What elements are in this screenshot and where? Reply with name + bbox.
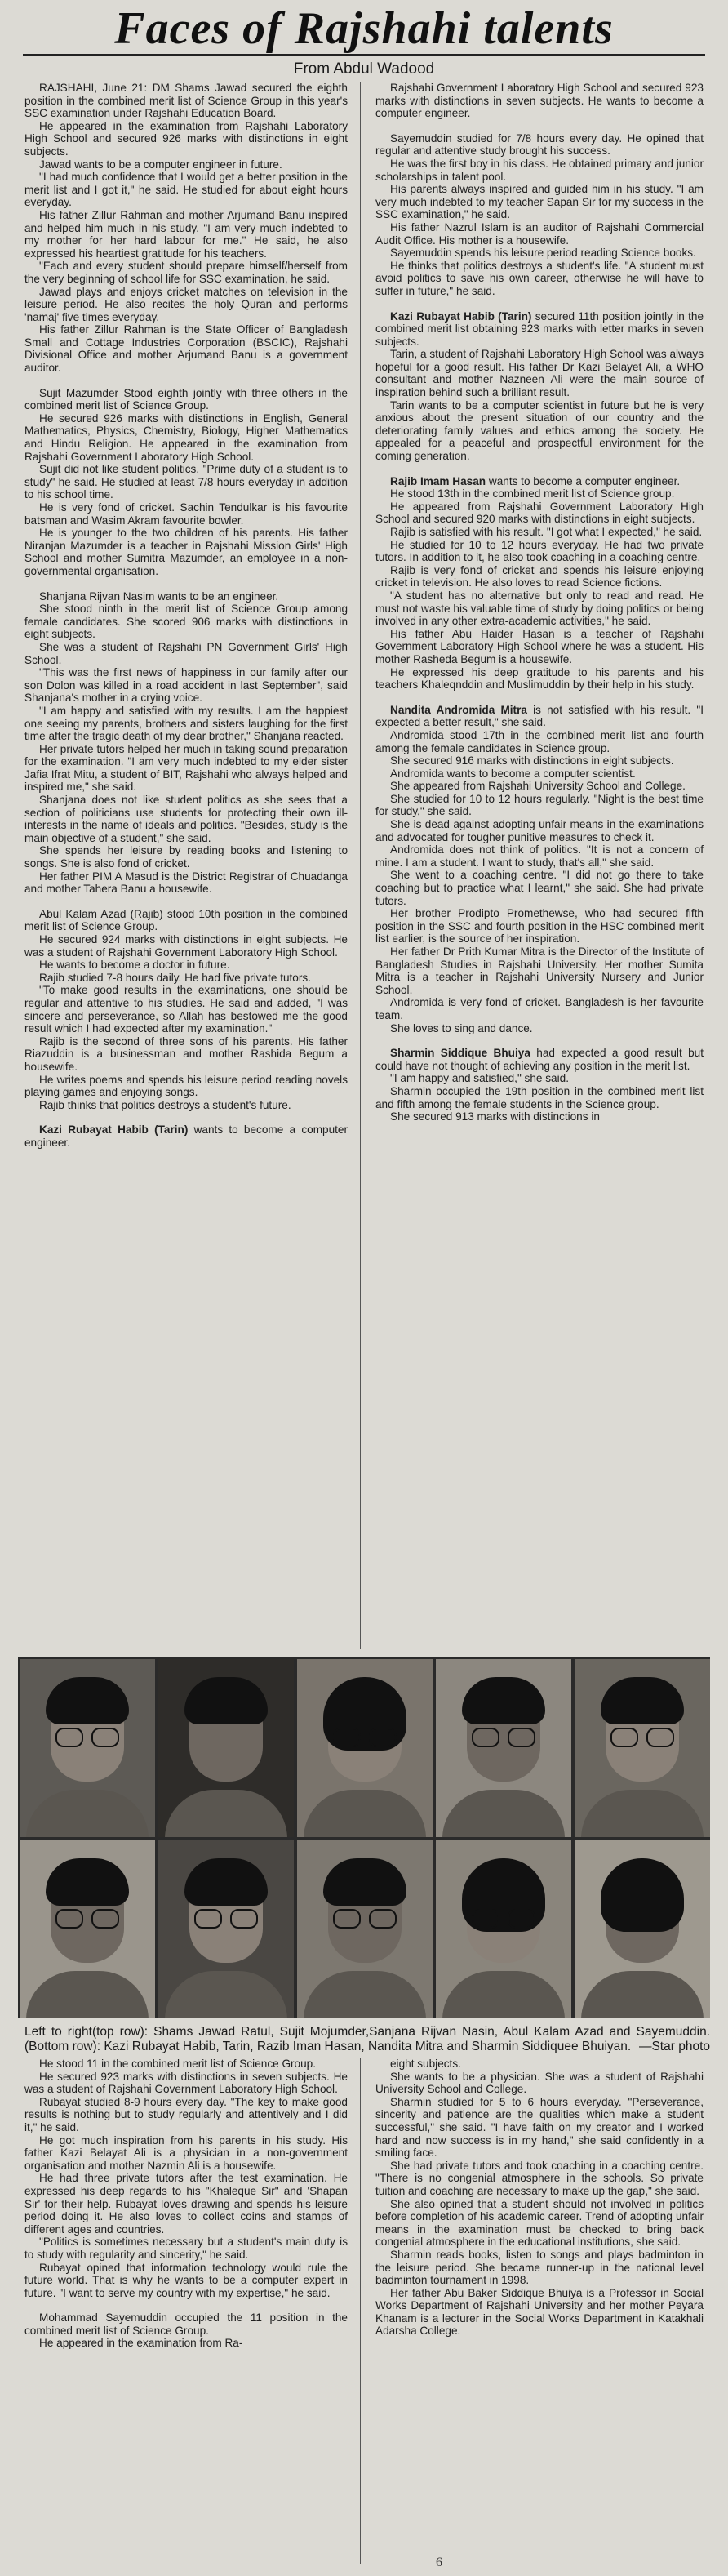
portrait-shoulders [442,1790,565,1837]
col2-paragraph: She appeared from Rajshahi University School and College. [390,780,686,793]
photo-abul-kalam-azad [436,1659,571,1837]
col1-paragraph: He is very fond of cricket. Sachin Tendulkar is his favourite batsman and Wasim Akram favourite bowler. [24,501,348,527]
col2-paragraph: He stood 13th in the combined merit list of Science group. [390,487,675,501]
photo-grid [18,1657,710,2018]
col1-paragraph: Abul Kalam Azad (Rajib) stood 10th position in the combined merit list of Science Group. [24,907,348,933]
photo-shams-jawad-ratul [20,1659,155,1837]
col1-paragraph: He secured 924 marks with distinctions in eight subjects. He was a student of Rajshahi Government Laboratory High School. [24,933,348,959]
col2-paragraph: Sharmin occupied the 19th position in the combined merit list and fifth among the female students in the Science group. [375,1084,704,1110]
col1-paragraph: She spends her leisure by reading books and listening to songs. She is also fond of cricket. [24,844,348,870]
col2-paragraph: Her brother Prodipto Promethewse, who had secured fifth position in the SSC and fourth position in the HSC combined merit list earlier, is the source of her inspiration. [375,907,704,945]
glasses-icon [472,1728,499,1747]
col4-paragraph: Sharmin studied for 5 to 6 hours everyday. "Perseverance, sincerity and patience are the qualities which make a student successful," she said. "I have faith on my creator and I worked hard and now success is in my hand," she said confidently in a smiling face. [375,2095,704,2160]
portrait-shoulders [165,1790,287,1837]
portrait-hair [323,1858,406,1906]
col2-paragraph: Rajib is satisfied with his result. "I got what I expected," he said. [390,526,703,538]
col2-paragraph: "A student has no alternative but only to read and read. He must not waste his valuable time of study by doing politics or being involved in any other extra-academic activities," he said. [375,589,704,628]
col2-paragraph: Sayemuddin spends his leisure period reading Science books. [390,247,696,260]
col4-paragraph: She also opined that a student should not involved in politics before completion of his academic career. Trend of adopting unfair means in the examination must be checked to bring back congenial atmosphere in the educational institutions, she said. [375,2197,704,2249]
col2-paragraph: He was the first boy in his class. He obtained primary and junior scholarships in talent pool. [375,157,704,183]
glasses-icon [508,1909,535,1929]
glasses-icon [369,1909,397,1929]
portrait-shoulders [26,1971,149,2018]
caption-text: Left to right(top row): Shams Jawad Ratul, Sujit Mojumder,Sanjana Rijvan Nasin, Abul Kalam Azad and Sayemuddin. (Bottom row): Kazi Rubayat Habib, Tarin, Razib Iman Hasan, Nandita Mitra and Sharmin Siddiquee Bhuiyan. [24,2025,710,2053]
fold-mark: 6 [436,2556,442,2569]
col2-paragraph: Sharmin Siddique Bhuiya had expected a good result but could have not thought of achieving any position in the merit list. [375,1047,704,1072]
col1-paragraph: His father Zillur Rahman and mother Arjumand Banu inspired and helped him much in his study. "I am very much indebted to my mother for her hard labour for me." He said, he also expressed his heartiest gratitude for his teachers. [24,208,348,260]
col2-paragraph: Andromida does not think of politics. "It is not a concern of mine. I am a student. I want to study, that's all," she said. [375,843,704,869]
glasses-icon [610,1728,638,1747]
col2-paragraph: Sayemuddin studied for 7/8 hours every day. He opined that regular and attentive study brought his success. [375,131,704,158]
portrait-shoulders [26,1790,149,1837]
col1-paragraph: He writes poems and spends his leisure period reading novels playing games and enjoying songs. [24,1073,348,1099]
portrait-shoulders [581,1790,704,1837]
col2-paragraph: "I am happy and satisfied," she said. [390,1072,569,1085]
photo-sujit-mojumder [158,1659,294,1837]
name-lead: Rajib Imam Hasan [390,474,486,487]
photo-sanjana-rijvan-nasin [297,1659,433,1837]
col1-paragraph: Shanjana does not like student politics as she sees that a section of politicians use students for protecting their own ill-interests in the name of ideals and politics. "Besides, study is the main objective of a student," she said. [24,794,348,844]
portrait-shoulders [304,1971,426,2018]
col2-paragraph: He expressed his deep gratitude to his parents and his teachers Khaleqnddin and Muslimuddin by their help in his study. [375,665,704,692]
col1-paragraph: "To make good results in the examinations, one should be regular and attentive to his studies. He said and added, "I was sincere and perseverance, so Allah has bestowed me the good result which I had expected after my examination." [24,984,348,1035]
col2-paragraph: Rajib is very fond of cricket and spends his leisure enjoying cricket in television. He also loves to read Science fictions. [375,563,704,589]
name-lead: Kazi Rubayat Habib (Tarin) [390,309,532,323]
portrait-shoulders [442,1971,565,2018]
article-column-2 [375,82,704,1649]
col2-paragraph: She studied for 10 to 12 hours regularly. "Night is the best time for study," she said. [375,792,704,818]
col3-paragraph: He got much inspiration from his parents in his study. His father Kazi Belayat Ali is a physician in a non-government organisation and mother Nazmin Ali is a housewife. [24,2133,348,2172]
glasses-icon [508,1728,535,1747]
column-divider-bottom [360,2058,361,2564]
col2-paragraph: Her father Dr Prith Kumar Mitra is the Director of the Institute of Bangladesh Studies in Rajshahi University. Her mother Sumita Mitra is a teacher in Rajshahi University Nursery and Junior School. [375,945,704,996]
col1-paragraph: Kazi Rubayat Habib (Tarin) wants to become a computer engineer. [24,1123,348,1149]
col1-paragraph: Her father PIM A Masud is the District Registrar of Chuadanga and mother Tahera Banu a housewife. [24,870,348,896]
col1-paragraph: Jawad plays and enjoys cricket matches on television in the leisure period. He also recites the holy Quran and performs 'namaj' five times everyday. [24,285,348,323]
portrait-hair [184,1858,268,1906]
glasses-icon [369,1728,397,1747]
col2-paragraph: She secured 913 marks with distinctions in [390,1110,600,1123]
col2-paragraph: She is dead against adopting unfair means in the examinations and advocated for tougher punitive measures to check it. [375,818,704,843]
col1-paragraph: "I had much confidence that I would get a better position in the merit list and I got it," he said. He studied for about eight hours everyday. [24,171,348,209]
col2-paragraph: She secured 916 marks with distinctions in eight subjects. [390,754,674,767]
col1-paragraph: Jawad wants to be a computer engineer in future. [39,158,282,171]
col2-paragraph: He studied for 10 to 12 hours everyday. He had two private tutors. In addition to it, he also took coaching in a coaching centre. [375,538,704,564]
glasses-icon [91,1728,119,1747]
glasses-icon [646,1728,674,1747]
col1-paragraph: She stood ninth in the merit list of Science Group among female candidates. She scored 906 marks with distinctions in eight subjects. [24,603,348,641]
photo-credit: —Star photo [638,2040,710,2053]
col3-paragraph: He secured 923 marks with distinctions in seven subjects. He was a student of Rajshahi Government Laboratory High School. [24,2070,348,2096]
col1-paragraph: She was a student of Rajshahi PN Government Girls' High School. [24,640,348,666]
col2-paragraph: Tarin wants to be a computer scientist in future but he is very anxious about the present situation of our country and the deteriorating family values and ethics among the society. He appealed for a peaceful and prospectful environment for the coming generation. [375,398,704,463]
article-column-3 [24,2058,348,2564]
col1-paragraph: Rajib is the second of three sons of his parents. His father Riazuddin is a businessman and mother Rashida Begum a housewife. [24,1034,348,1073]
col2-paragraph: Tarin, a student of Rajshahi Laboratory High School was always hopeful for a good result. His father Dr Kazi Belayet Ali, a WHO consultant and mother Nazneen Ali were the main source of inspiration behind such a brilliant result. [375,348,704,399]
col4-paragraph: Sharmin reads books, listen to songs and plays badminton in the leisure period. She became runner-up in the national level badminton tournament in 1998. [375,2248,704,2287]
col4-paragraph: She wants to be a physician. She was a student of Rajshahi University School and College. [375,2070,704,2096]
col2-paragraph: Andromida is very fond of cricket. Bangladesh is her favourite team. [375,996,704,1021]
col2-paragraph: He thinks that politics destroys a student's life. "A student must avoid politics to save his own career, otherwise he will have to suffer in future," he said. [375,259,704,297]
portrait-hair [46,1858,129,1906]
portrait-hair [184,1677,268,1724]
photo-nandita-mitra [436,1840,571,2018]
col3-paragraph: "Politics is sometimes necessary but a student's main duty is to study with regularity and sincerity," he said. [24,2236,348,2261]
col2-paragraph: Kazi Rubayat Habib (Tarin) secured 11th position jointly in the combined merit list obtaining 923 marks with letter marks in seven subjects. [375,309,704,348]
col1-paragraph: His father Zillur Rahman is the State Officer of Bangladesh Small and Cottage Industries Corporation (BSCIC), Rajshahi Divisional Office and mother Arjumand Banu is a government auditor. [24,323,348,375]
col3-paragraph: He appeared in the examination from Ra- [39,2337,243,2350]
photo-kazi-rubayat-habib [20,1840,155,2018]
article-column-4 [375,2058,704,2564]
glasses-icon [91,1909,119,1929]
col1-paragraph: Shanjana Rijvan Nasim wants to be an engineer. [39,589,279,603]
col1-paragraph: Sujit did not like student politics. "Prime duty of a student is to study" he said. He studied at least 7/8 hours everyday in addition to his school time. [24,463,348,501]
glasses-icon [333,1909,361,1929]
col3-paragraph: Mohammad Sayemuddin occupied the 11 position in the combined merit list of Science Group. [24,2311,348,2337]
col2-paragraph: His father Abu Haider Hasan is a teacher of Rajshahi Government Laboratory High School where he was a student. His mother Rasheda Begum is a housewife. [375,627,704,665]
col2-paragraph: Andromida stood 17th in the combined merit list and fourth among the female candidates in Science group. [375,728,704,754]
headline-rule [23,54,705,56]
portrait-shoulders [581,1971,704,2018]
col1-paragraph: He appeared in the examination from Rajshahi Laboratory High School and secured 926 marks with distinctions in eight subjects. [24,119,348,158]
photo-sayemuddin [575,1659,710,1837]
portrait-shoulders [165,1971,287,2018]
photo-razib-iman-hasan [158,1840,294,2018]
col3-paragraph: Rubayat opined that information technology would rule the future world. That is why he wants to be a computer expert in future. "I want to serve my country with my expertise," he said. [24,2261,348,2299]
col3-paragraph: He stood 11 in the combined merit list of Science Group. [39,2058,317,2070]
col1-paragraph: "I am happy and satisfied with my results. I am the happiest one seeing my parents, brothers and sisters laughing for the first time after the tragic death of my dear brother," Shanjana reacted. [24,704,348,743]
photo-sharmin-siddiquee-bhuiyan [575,1840,710,2018]
portrait-hair [46,1677,129,1724]
headline: Faces of Rajshahi talents [114,3,614,54]
col2-paragraph: Nandita Andromida Mitra is not satisfied with his result. "I expected a better result," she said. [375,703,704,729]
col1-paragraph: He is younger to the two children of his parents. His father Niranjan Mazumder is a teacher in Rajshahi Mission Girls' High School and mother Sumitra Mazumder, an employee in a non-governmental organisation. [24,527,348,577]
glasses-icon [230,1909,258,1929]
col1-paragraph: Rajib thinks that politics destroys a student's future. [39,1098,291,1111]
col3-paragraph: He had three private tutors after the test examination. He expressed his deep regards to his "Khaleque Sir" and 'Shapan Sir' for their help. Rubayat loves drawing and spends his leisure period doing it. He also loves to collect coins and stamps of different ages and countries. [24,2172,348,2236]
col1-paragraph: Rajib studied 7-8 hours daily. He had five private tutors. [39,971,311,984]
col3-paragraph: Rubayat studied 8-9 hours every day. "The key to make good results is nothing but to study regularly and attentively and I did it," he said. [24,2095,348,2133]
col4-paragraph: Her father Abu Baker Siddique Bhuiya is a Professor in Social Works Department of Rajshahi University and her mother Peyara Khanam is a lecturer in the Social Works Department in Katakhali Adarsha College. [375,2286,704,2338]
name-lead: Nandita Andromida Mitra [390,703,527,716]
col2-paragraph: She loves to sing and dance. [390,1021,533,1034]
col1-paragraph: Sujit Mazumder Stood eighth jointly with three others in the combined merit list of Science Group. [24,386,348,412]
glasses-icon [472,1909,499,1929]
glasses-icon [55,1728,83,1747]
photo-caption [24,2025,710,2054]
portrait-shoulders [304,1790,426,1837]
column-divider-top [360,82,361,1649]
col2-paragraph: His father Nazrul Islam is an auditor of Rajshahi Commercial Audit Office. His mother is a housewife. [375,220,704,247]
byline: From Abdul Wadood [293,60,435,78]
col2-paragraph: She went to a coaching centre. "I did not go there to take coaching but to practice what I learnt," she said. She had private tutors. [375,869,704,907]
col4-paragraph: She had private tutors and took coaching in a coaching centre. "There is no congenial atmosphere in the schools. So private tuition and coaching are necessary to make up the gap," she said. [375,2159,704,2197]
portrait-hair [462,1677,545,1724]
col1-paragraph: He secured 926 marks with distinctions in English, General Mathematics, Physics, Chemistry, Biology, Higher Mathematics and Hindu Religion. He appeared in the examination from Rajshahi Government Laboratory High School. [24,412,348,463]
glasses-icon [194,1909,222,1929]
col2-paragraph: He appeared from Rajshahi Government Laboratory High School and secured 920 marks with distinctions in eight subjects. [375,500,704,526]
col1-paragraph: "Each and every student should prepare himself/herself from the very beginning of school life for SSC examination, he said. [24,260,348,285]
col4-paragraph: eight subjects. [390,2058,461,2070]
name-lead: Kazi Rubayat Habib (Tarin) [39,1123,189,1137]
portrait-hair [601,1677,684,1724]
col2-paragraph: His parents always inspired and guided him in his study. "I am very much indebted to my teacher Sapan Sir for my success in the SSC examination," he said. [375,183,704,221]
photo-tarin [297,1840,433,2018]
col1-paragraph: Her private tutors helped her much in taking sound preparation for the examination. "I am very much indebted to my elder sister Jafia Ifrat Mitu, a student of BIT, Rajshahi who always helped and inspired me," she said. [24,742,348,794]
article-column-1 [24,82,348,1649]
col1-paragraph: RAJSHAHI, June 21: DM Shams Jawad secured the eighth position in the combined merit list of Science Group in this year's SSC examination under Rajshahi Education Board. [24,82,348,120]
col2-paragraph: Rajib Imam Hasan wants to become a computer engineer. [390,474,681,487]
glasses-icon [333,1728,361,1747]
glasses-icon [55,1909,83,1929]
col2-paragraph: Rajshahi Government Laboratory High School and secured 923 marks with distinctions in seven subjects. He wants to become a computer engineer. [375,82,704,120]
name-lead: Sharmin Siddique Bhuiya [390,1047,530,1060]
col1-paragraph: He wants to become a doctor in future. [39,959,230,972]
col1-paragraph: "This was the first news of happiness in our family after our son Dolon was killed in a road accident in last September", said Shanjana's mother in a crying voice. [24,666,348,705]
portrait-hair [601,1858,684,1932]
col2-paragraph: Andromida wants to become a computer scientist. [390,767,636,780]
